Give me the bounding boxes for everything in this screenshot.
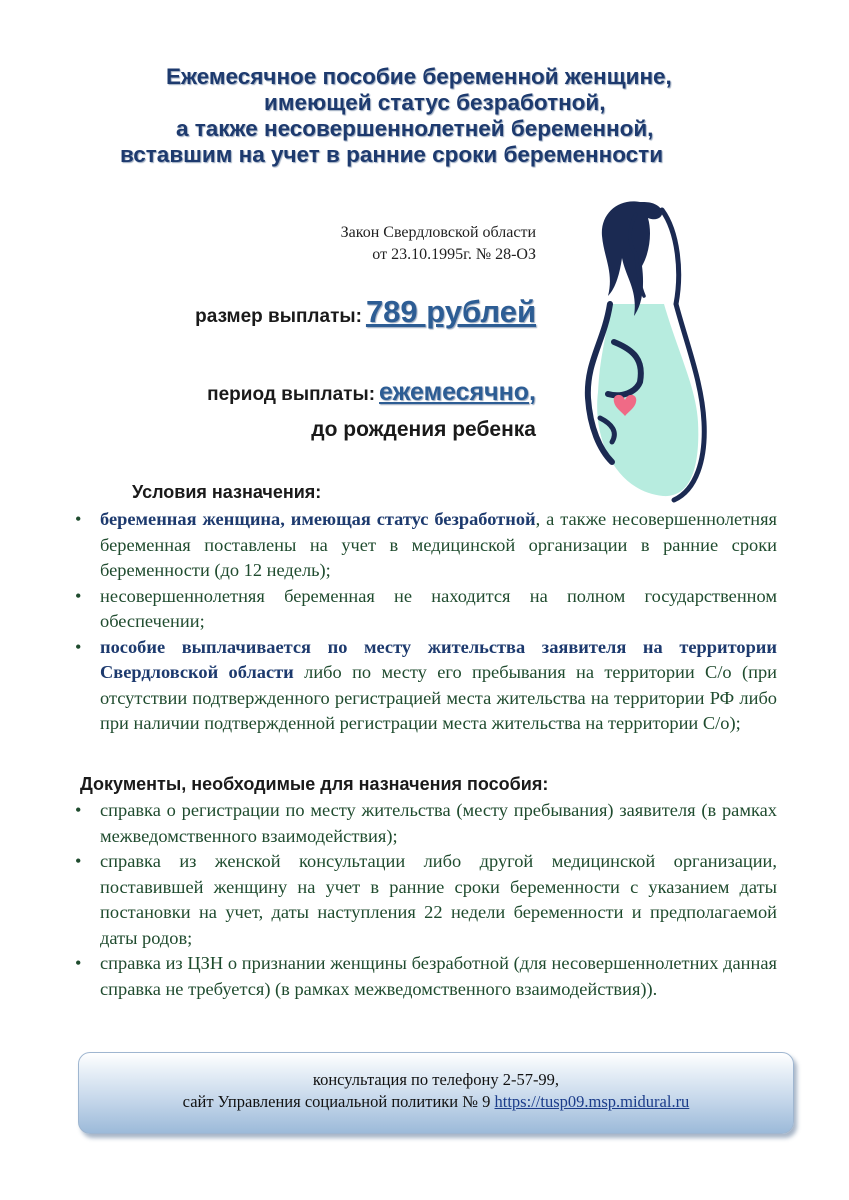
payment-amount-row <box>195 294 536 330</box>
title-line-1: Ежемесячное пособие беременной женщине, <box>166 64 672 89</box>
conditions-heading: Условия назначения: <box>132 482 322 502</box>
conditions-item-2 <box>100 584 777 635</box>
contact-footer <box>78 1052 794 1134</box>
title-line-3: а также несовершеннолетней беременной, <box>176 116 654 141</box>
payment-period-note-row <box>311 418 536 442</box>
document-title <box>100 64 800 168</box>
payment-amount-value: 789 рублей <box>365 294 536 329</box>
documents-list <box>100 798 777 1002</box>
documents-item-2: • справка из женской консультации либо другой медицинской организации, поставившей женщину на учет в ранние сроки беременности с указанием даты постановки на учет, даты наступления 22 недели беременности и предполагаемой даты родов; <box>100 849 777 951</box>
payment-period-label: период выплаты: <box>207 384 376 405</box>
footer-site-link[interactable]: https://tusp09.msp.midural.ru <box>494 1092 690 1111</box>
conditions-item-3 <box>100 635 777 737</box>
law-reference <box>341 222 536 266</box>
conditions-item-3-highlight: пособие выплачивается по месту жительства заявителя на территории Свердловской области <box>100 636 777 682</box>
payment-period-row <box>207 378 536 407</box>
title-line-2: имеющей статус безработной, <box>264 90 606 115</box>
pregnant-woman-silhouette-icon <box>578 192 758 506</box>
documents-heading: Документы, необходимые для назначения пособия: <box>80 774 549 794</box>
footer-site-text: сайт Управления социальной политики № 9 <box>182 1092 495 1111</box>
law-line-1: Закон Свердловской области <box>340 224 536 241</box>
footer-site-line <box>79 1091 793 1113</box>
conditions-item-3-text: либо по месту его пребывания на территории С/о (при отсутствии подтвержденного регистрацией места жительства на территории РФ либо при наличии подтвержденной регистрации места жительства на территории С/о); <box>100 662 777 733</box>
payment-period-note: до рождения ребенка <box>311 418 536 441</box>
payment-amount-label: размер выплаты: <box>195 306 362 327</box>
payment-period-comma: , <box>529 378 536 406</box>
payment-period-value: ежемесячно <box>379 378 530 406</box>
documents-item-1: • справка о регистрации по месту жительства (месту пребывания) заявителя (в рамках межведомственного взаимодействия); <box>100 798 777 849</box>
law-line-2: от 23.10.1995г. № 28-ОЗ <box>372 246 536 263</box>
conditions-item-1-highlight: беременная женщина, имеющая статус безработной <box>100 509 536 529</box>
conditions-item-2-text: несовершеннолетняя беременная не находится на полном государственном обеспечении; <box>100 585 777 631</box>
documents-item-3: • справка из ЦЗН о признании женщины безработной (для несовершеннолетних данная справка не требуется) (в рамках межведомственного взаимодействия)). <box>100 951 777 1002</box>
footer-phone: консультация по телефону 2-57-99, <box>312 1070 560 1089</box>
title-line-4: вставшим на учет в ранние сроки беременности <box>120 142 664 167</box>
conditions-list <box>100 507 777 737</box>
conditions-item-1-text: , а также несовершеннолетняя беременная поставлены на учет в медицинской организации в ранние сроки беременности (до 12 недель); <box>100 509 777 580</box>
conditions-item-1 <box>100 507 777 584</box>
